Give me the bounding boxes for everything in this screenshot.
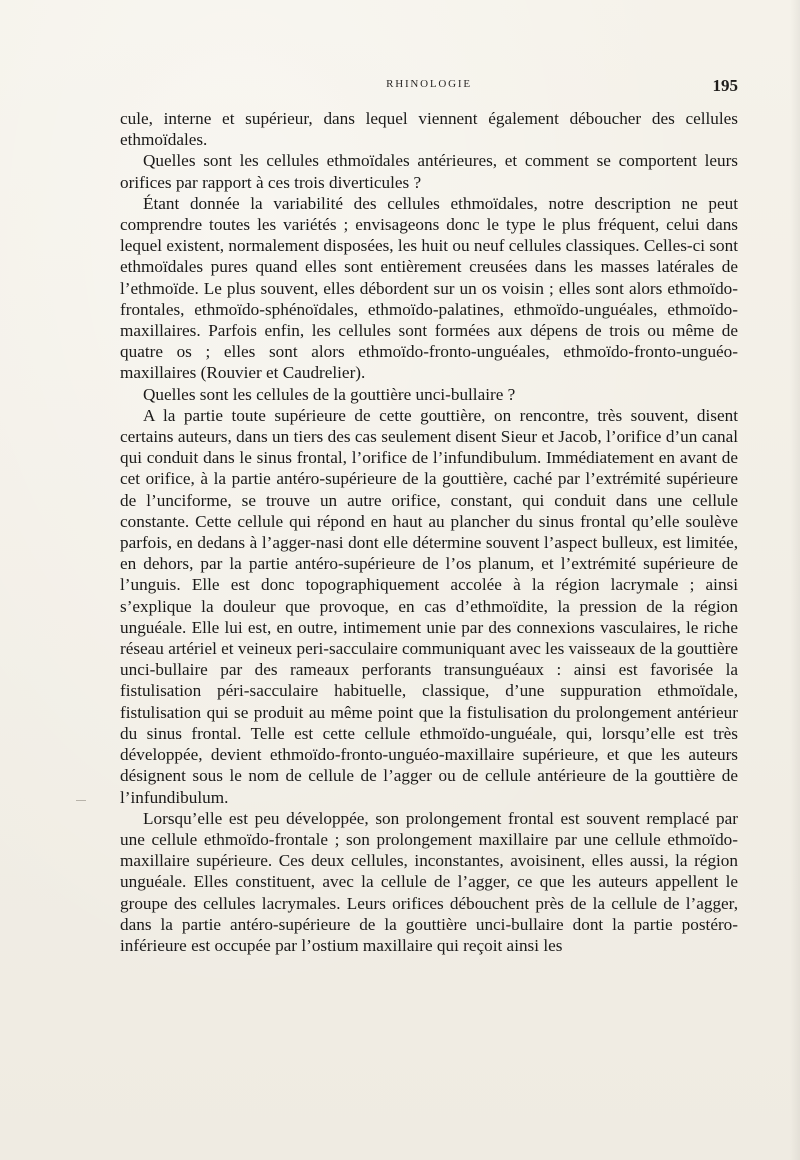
paragraph-variability: Étant donnée la variabilité des cellules ethmoïdales, notre description ne peut comprendre toutes les variétés ; envisageons donc le type le plus fréquent, celui dans lequel existent, normalement disposées, les huit ou neuf cellules classiques. Celles-ci sont ethmoïdales pures quand elles sont entièrement creusées dans les masses latérales de l’ethmoïde. Le plus souvent, elles débordent sur un os voisin ; elles sont alors ethmoïdo-frontales, ethmoïdo-sphénoïdales, ethmoïdo-palatines, ethmoïdo-unguéales, ethmoïdo-maxillaires. Parfois enfin, les cellules sont formées aux dépens de trois ou même de quatre os ; elles sont alors ethmoïdo-fronto-unguéales, ethmoïdo-fronto-unguéo-maxillaires (Rouvier et Caudrelier). (120, 193, 738, 383)
paragraph-question-gutter-cells: Quelles sont les cellules de la gouttière unci-bullaire ? (143, 384, 516, 404)
paragraph-question-anterior-cells: Quelles sont les cellules ethmoïdales antérieures, et comment se comportent leurs orifices par rapport à ces trois diverticules ? (120, 151, 738, 192)
page-header (120, 76, 738, 100)
page-edge-shade (790, 0, 800, 1160)
paragraph-agger-cell: A la partie toute supérieure de cette gouttière, on rencontre, très souvent, disent certains auteurs, dans un tiers des cas seulement disent Sieur et Jacob, l’orifice d’un canal qui conduit dans le sinus frontal, l’orifice de l’infundibulum. Immédiatement en avant de cet orifice, à la partie antéro-supérieure de la gouttière, caché par l’extrémité supérieure de l’unciforme, se trouve un autre orifice, constant, qui conduit dans une cellule constante. Cette cellule qui répond en haut au plancher du sinus frontal qu’elle soulève parfois, en dedans à l’agger-nasi dont elle détermine souvent l’aspect bulleux, est limitée, en dehors, par la partie antéro-supérieure de l’os planum, et l’extrémité supérieure de l’unguis. Elle est donc topographiquement accolée à la région lacrymale ; ainsi s’explique la douleur que provoque, en cas d’ethmoïdite, la pression de la région unguéale. Elle lui est, en outre, intimement unie par des connexions vasculaires, le riche réseau artériel et veineux peri-sacculaire communiquant avec les vaisseaux de la gouttière unci-bullaire par des rameaux perforants transunguéaux : ainsi est favorisée la fistulisation péri-sacculaire habituelle, classique, d’une suppuration ethmoïdale, fistulisation qui se produit au même point que la fistulisation du prolongement antérieur du sinus frontal. Telle est cette cellule ethmoïdo-unguéale, qui, lorsqu’elle est très développée, devient ethmoïdo-fronto-unguéo-maxillaire supérieure, et que les auteurs désignent sous le nom de cellule de l’agger ou de cellule antérieure de la gouttière de l’infundibulum. (120, 405, 738, 807)
margin-mark (76, 800, 86, 801)
paragraph-lacrymal-group: Lorsqu’elle est peu développée, son prolongement frontal est souvent remplacé par une cellule ethmoïdo-frontale ; son prolongement maxillaire par une cellule ethmoïdo-maxillaire supérieure. Ces deux cellules, inconstantes, avoisinent, elles aussi, la région unguéale. Elles constituent, avec la cellule de l’agger, ce que les auteurs appellent le groupe des cellules lacrymales. Leurs orifices débouchent près de la cellule de l’agger, dans la partie antéro-supérieure de la gouttière unci-bullaire dont la partie postéro-inférieure est occupée par l’ostium maxillaire qui reçoit ainsi les (120, 808, 738, 955)
paragraph-continuation: cule, interne et supérieur, dans lequel viennent également déboucher des cellules ethmoïdales. (120, 109, 738, 150)
running-head: RHINOLOGIE (386, 78, 472, 90)
page-number: 195 (712, 76, 738, 95)
body-text (120, 108, 738, 956)
